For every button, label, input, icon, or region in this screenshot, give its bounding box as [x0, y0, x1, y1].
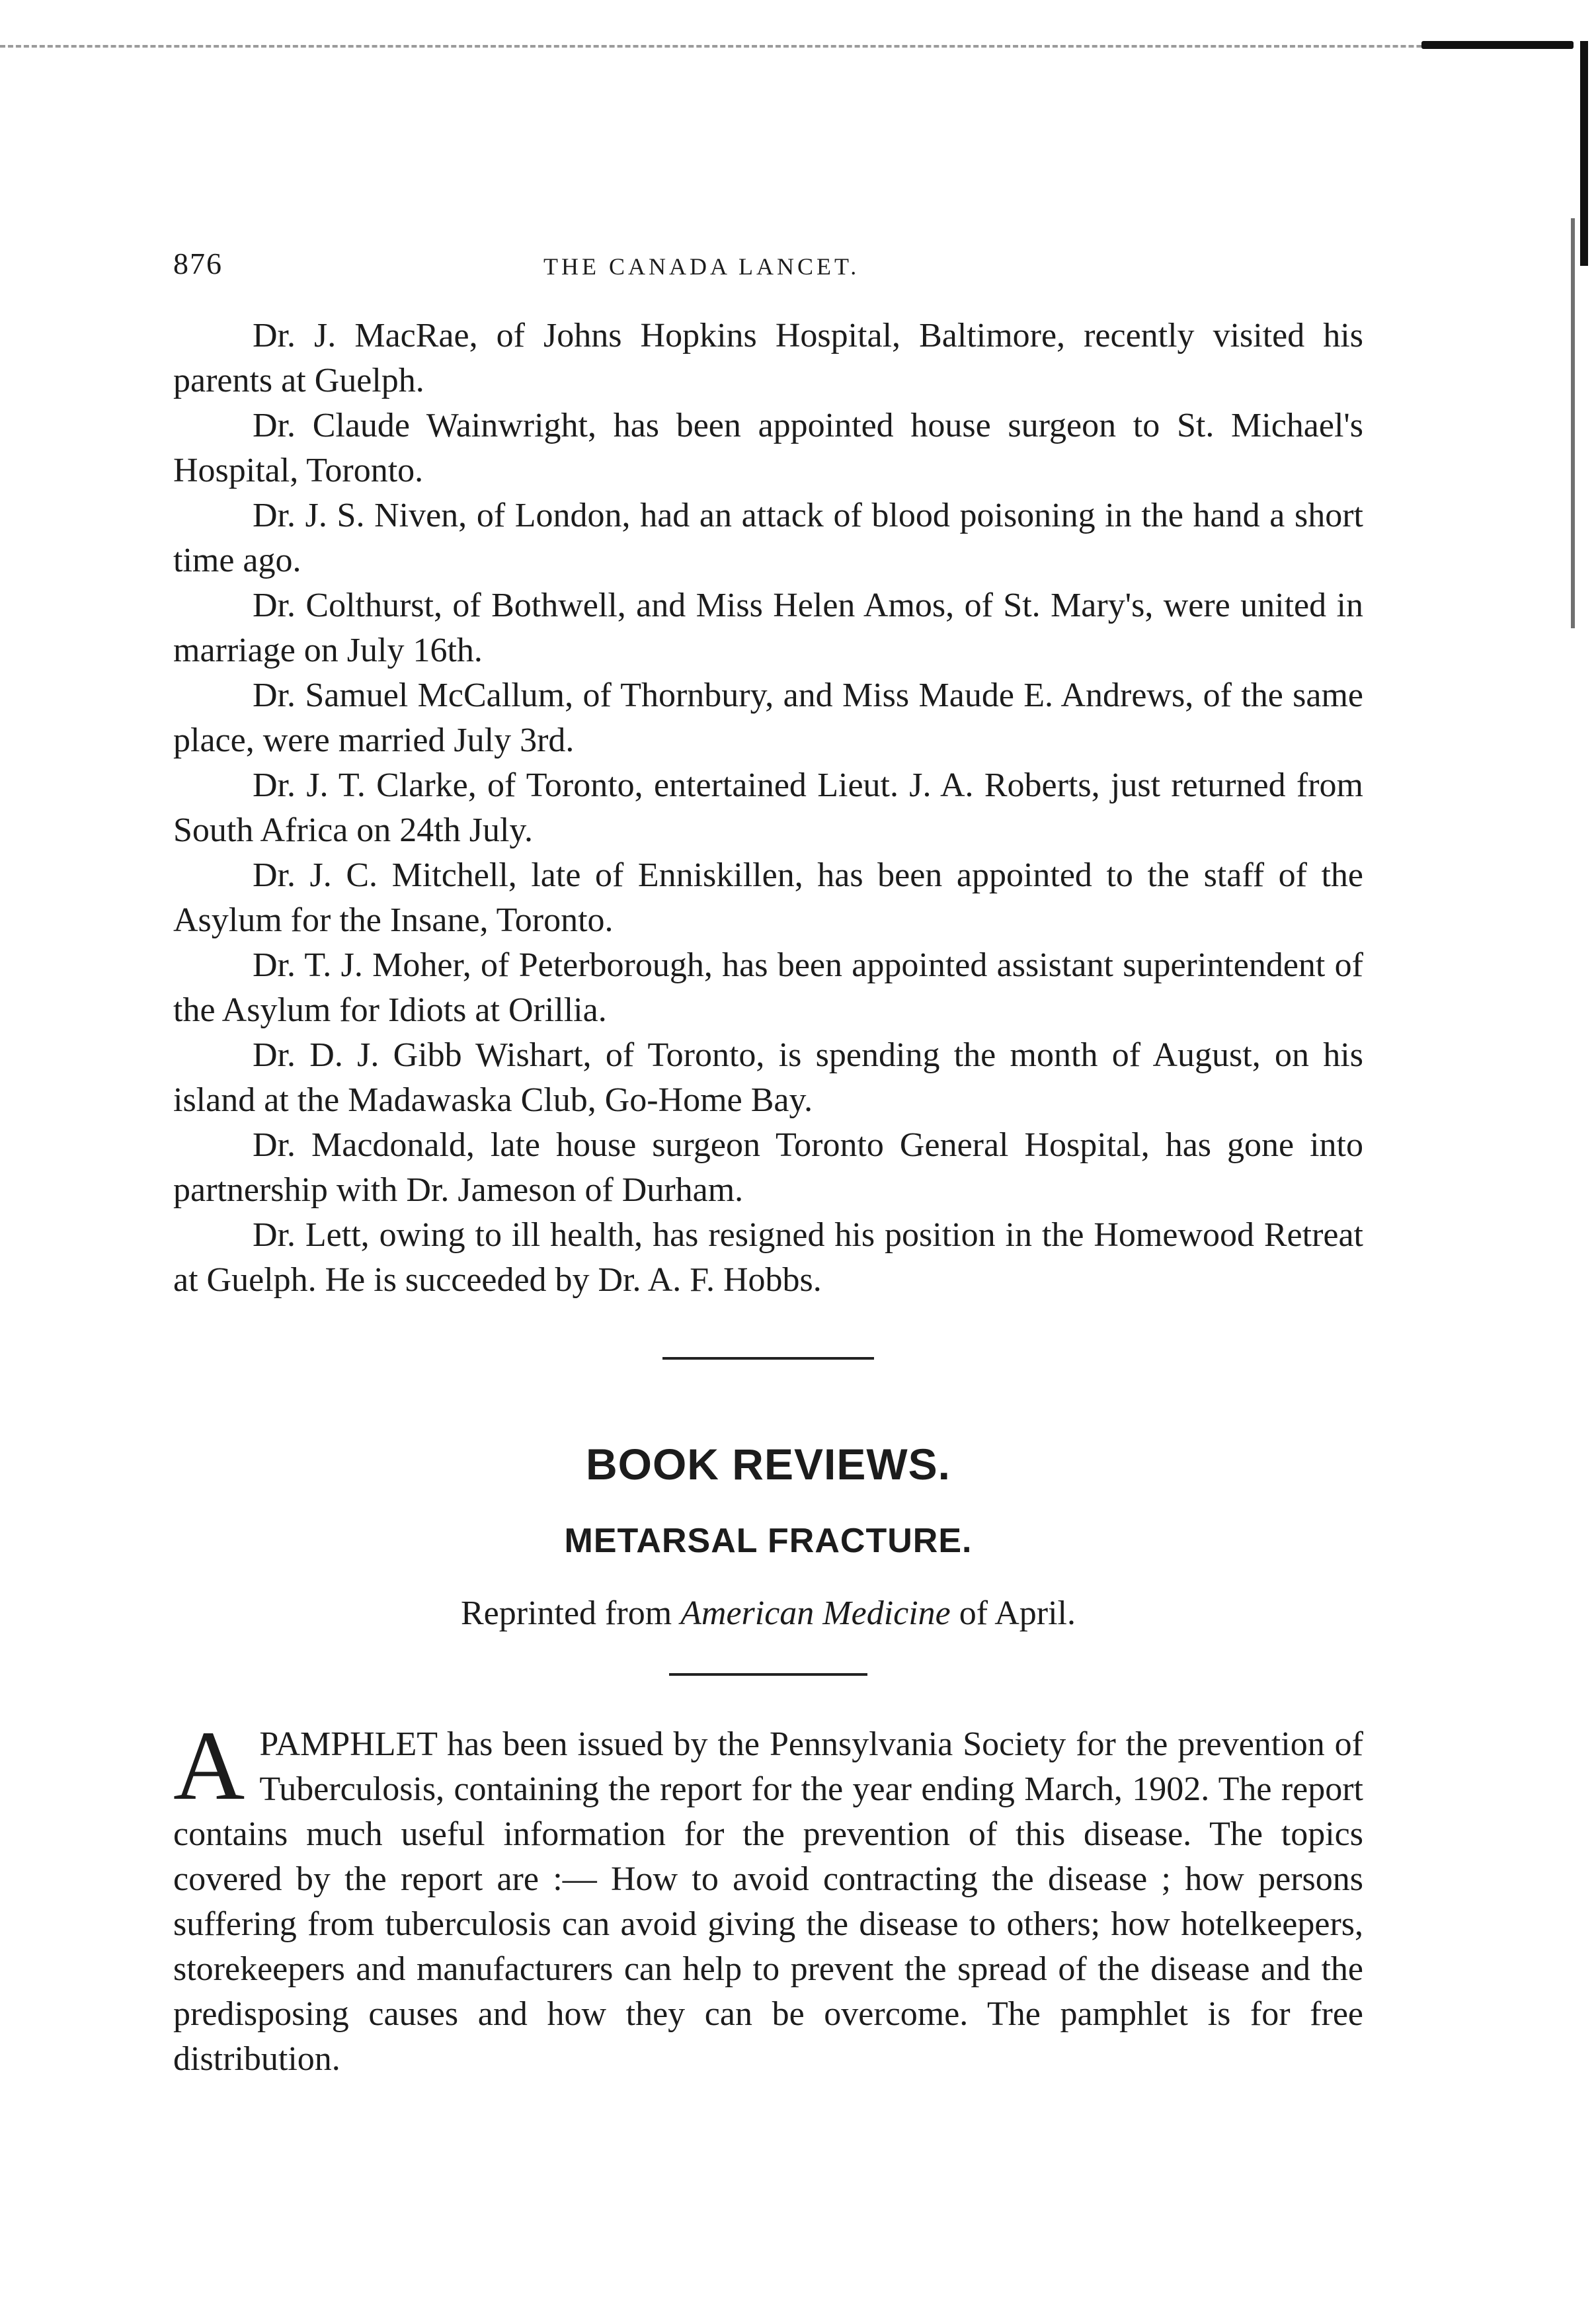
reprint-note — [173, 1591, 1363, 1636]
news-item: Dr. J. C. Mitchell, late of Enniskillen, has been appointed to the staff of the Asylum for the Insane, Toronto. — [173, 856, 1363, 939]
section-heading: BOOK REVIEWS. — [585, 1440, 951, 1489]
section-divider — [662, 1357, 874, 1360]
news-item: Dr. J. S. Niven, of London, had an attack of blood poisoning in the hand a short time ago. — [173, 497, 1363, 579]
scan-edge-bar — [1580, 41, 1588, 266]
reprint-prefix: Reprinted from — [461, 1594, 672, 1632]
drop-cap: A — [173, 1711, 245, 1821]
news-item: Dr. Colthurst, of Bothwell, and Miss Helen Amos, of St. Mary's, were united in marriage on July 16th. — [173, 587, 1363, 669]
page-number: 876 — [173, 247, 223, 280]
news-item: Dr. D. J. Gibb Wishart, of Toronto, is spending the month of August, on his island at the Madawaska Club, Go-Home Bay. — [173, 1036, 1363, 1119]
reprint-suffix: of April. — [959, 1594, 1076, 1632]
running-head — [173, 246, 1363, 286]
scan-border-rule — [0, 45, 1540, 48]
scan-border-mark — [1421, 41, 1574, 49]
news-item: Dr. Macdonald, late house surgeon Toronto General Hospital, has gone into partnership with Dr. Jameson of Durham. — [173, 1126, 1363, 1209]
news-item: Dr. J. MacRae, of Johns Hopkins Hospital, Baltimore, recently visited his parents at Guelph. — [173, 317, 1363, 399]
reprint-source: American Medicine — [680, 1594, 951, 1632]
review-divider — [669, 1673, 867, 1676]
journal-title: THE CANADA LANCET. — [543, 253, 860, 280]
news-item: Dr. J. T. Clarke, of Toronto, entertained Lieut. J. A. Roberts, just returned from South Africa on 24th July. — [173, 766, 1363, 849]
news-item: Dr. Lett, owing to ill health, has resigned his position in the Homewood Retreat at Guelph. He is succeeded by Dr. A. F. Hobbs. — [173, 1216, 1363, 1299]
review-paragraph — [173, 1711, 1363, 2082]
review-text: PAMPHLET has been issued by the Pennsylvania Society for the prevention of Tuberculosis, containing the report for the year ending March, 1902. The report contains much useful information for the prevention of this disease. The topics covered by the report are :— How to avoid contracting the disease ; how persons suffering from tuberculosis can avoid giving the disease to others; how hotelkeepers, storekeepers and manufacturers can help to prevent the spread of the disease and the predisposing causes and how they can be overcome. The pamphlet is for free distribution. — [173, 1725, 1363, 2078]
review-title: METARSAL FRACTURE. — [564, 1522, 973, 1560]
news-item: Dr. T. J. Moher, of Peterborough, has been appointed assistant superintendent of the Asylum for Idiots at Orillia. — [173, 946, 1363, 1029]
scan-edge-shadow — [1571, 218, 1575, 628]
news-item: Dr. Claude Wainwright, has been appointed house surgeon to St. Michael's Hospital, Toronto. — [173, 407, 1363, 489]
news-item: Dr. Samuel McCallum, of Thornbury, and Miss Maude E. Andrews, of the same place, were married July 3rd. — [173, 677, 1363, 759]
page-body — [173, 313, 1363, 2082]
